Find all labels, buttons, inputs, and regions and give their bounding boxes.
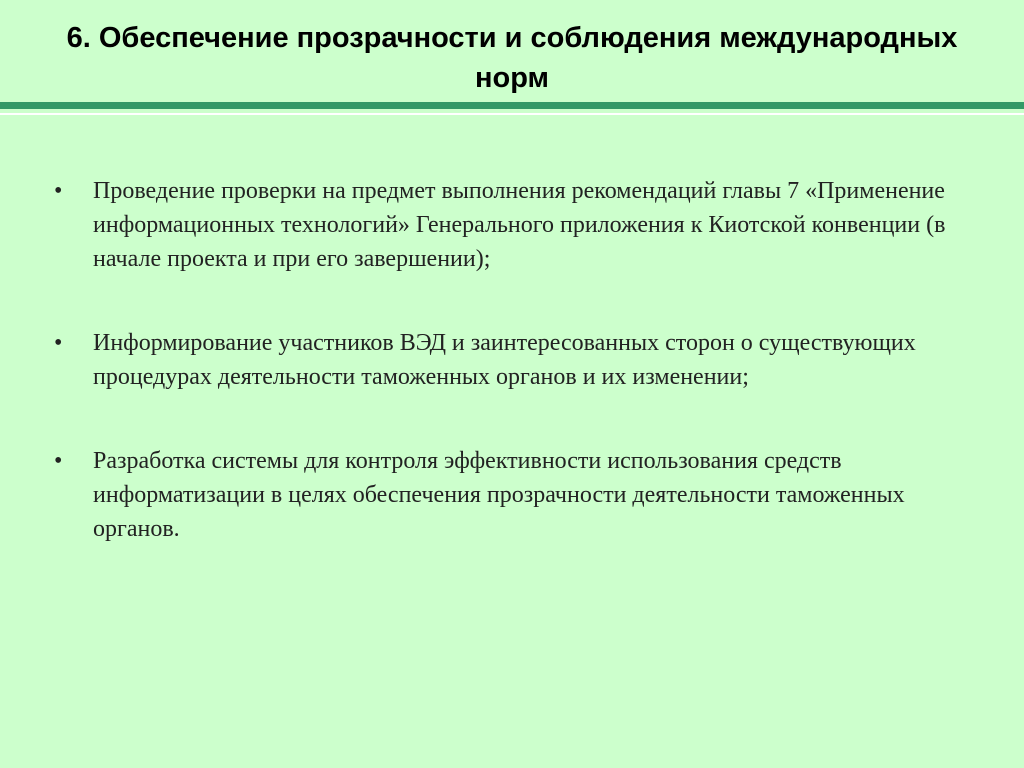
bullet-icon: • bbox=[54, 448, 63, 474]
bullet-text: Разработка системы для контроля эффективности использования средств информатизации в целях обеспечения прозрачности деятельности таможенных органов. bbox=[93, 448, 905, 542]
bullet-item-2 bbox=[52, 326, 982, 394]
bullet-text: Проведение проверки на предмет выполнения рекомендаций главы 7 «Применение информационных технологий» Генерального приложения к Киотской конвенции (в начале проекта и при его завершении); bbox=[93, 178, 946, 272]
bullet-item-1 bbox=[52, 174, 982, 276]
bullet-icon: • bbox=[54, 330, 63, 356]
title-divider-highlight bbox=[0, 113, 1024, 115]
title-divider bbox=[0, 102, 1024, 109]
slide-title: 6. Обеспечение прозрачности и соблюдения международных норм bbox=[66, 22, 958, 94]
bullet-text: Информирование участников ВЭД и заинтересованных сторон о существующих процедурах деятельности таможенных органов и их изменении; bbox=[93, 330, 916, 390]
bullet-icon: • bbox=[54, 178, 63, 204]
bullet-list bbox=[52, 174, 982, 596]
bullet-item-3 bbox=[52, 444, 982, 546]
